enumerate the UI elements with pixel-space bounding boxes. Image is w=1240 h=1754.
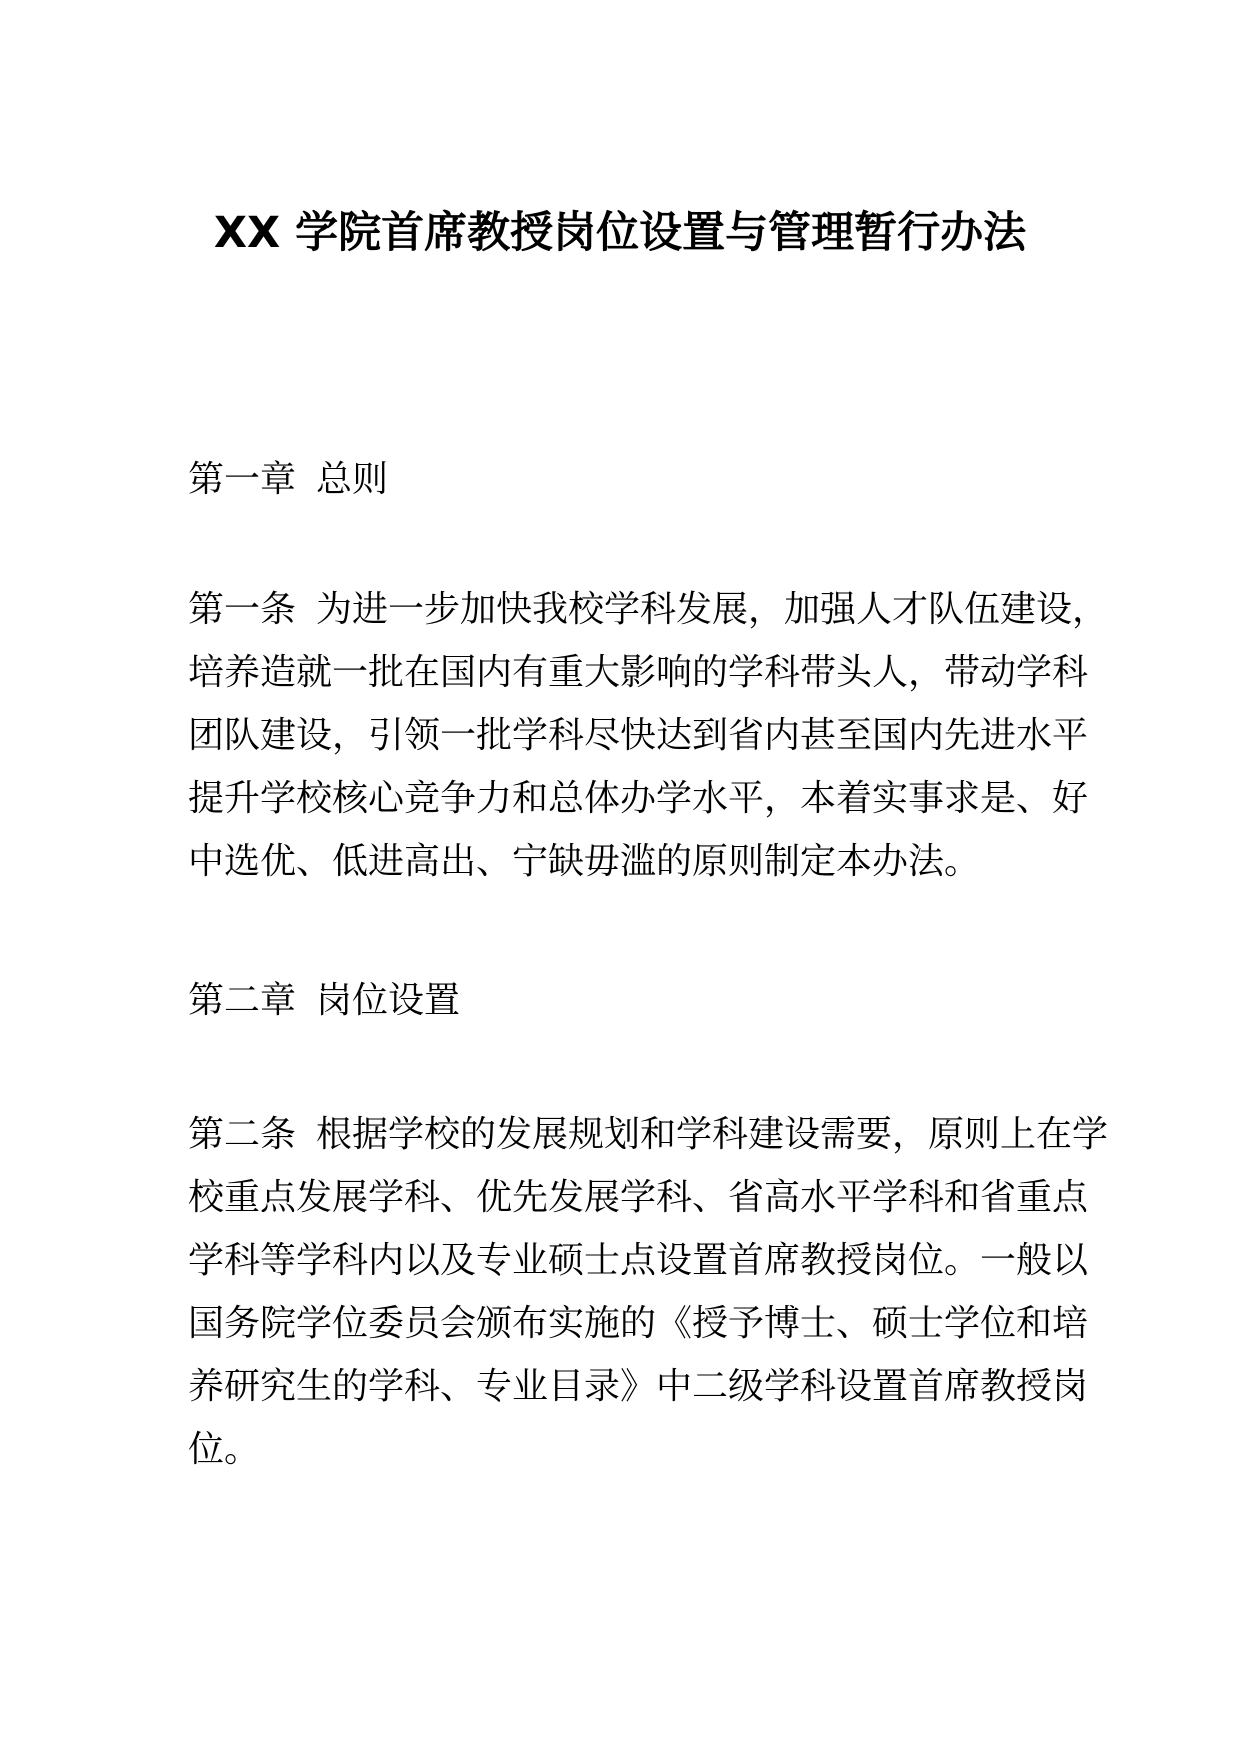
article-1-line-1 [188,585,1108,635]
article-text: 根据学校的发展规划和学科建设需要，原则上在学 [316,1114,1109,1155]
chapter-number: 第二章 [188,980,297,1021]
article-number: 第一条 [188,589,297,630]
chapter-heading-2 [188,976,460,1026]
article-2-line-3: 学科等学科内以及专业硕士点设置首席教授岗位。一般以 [188,1240,1089,1281]
document-title: XX 学院首席教授岗位设置与管理暂行办法 [213,208,1027,258]
article-1-line-5: 中选优、低进高出、宁缺毋滥的原则制定本办法。 [188,841,981,882]
article-2-line-2: 校重点发展学科、优先发展学科、省高水平学科和省重点 [188,1177,1089,1218]
chapter-heading-1 [188,455,388,505]
article-2-line-4: 国务院学位委员会颁布实施的《授予博士、硕士学位和培 [188,1303,1089,1344]
chapter-title: 总则 [316,459,389,500]
article-2-line-6: 位。 [188,1429,261,1470]
chapter-number: 第一章 [188,459,297,500]
article-1-line-2: 培养造就一批在国内有重大影响的学科带头人，带动学科 [188,652,1089,693]
article-1-line-4: 提升学校核心竞争力和总体办学水平，本着实事求是、好 [188,778,1089,819]
article-text: 为进一步加快我校学科发展，加强人才队伍建设， [316,589,1109,630]
article-number: 第二条 [188,1114,297,1155]
article-2-line-5: 养研究生的学科、专业目录》中二级学科设置首席教授岗 [188,1366,1089,1407]
article-1-line-3: 团队建设，引领一批学科尽快达到省内甚至国内先进水平 [188,715,1089,756]
chapter-title: 岗位设置 [316,980,461,1021]
article-2-line-1 [188,1110,1108,1160]
